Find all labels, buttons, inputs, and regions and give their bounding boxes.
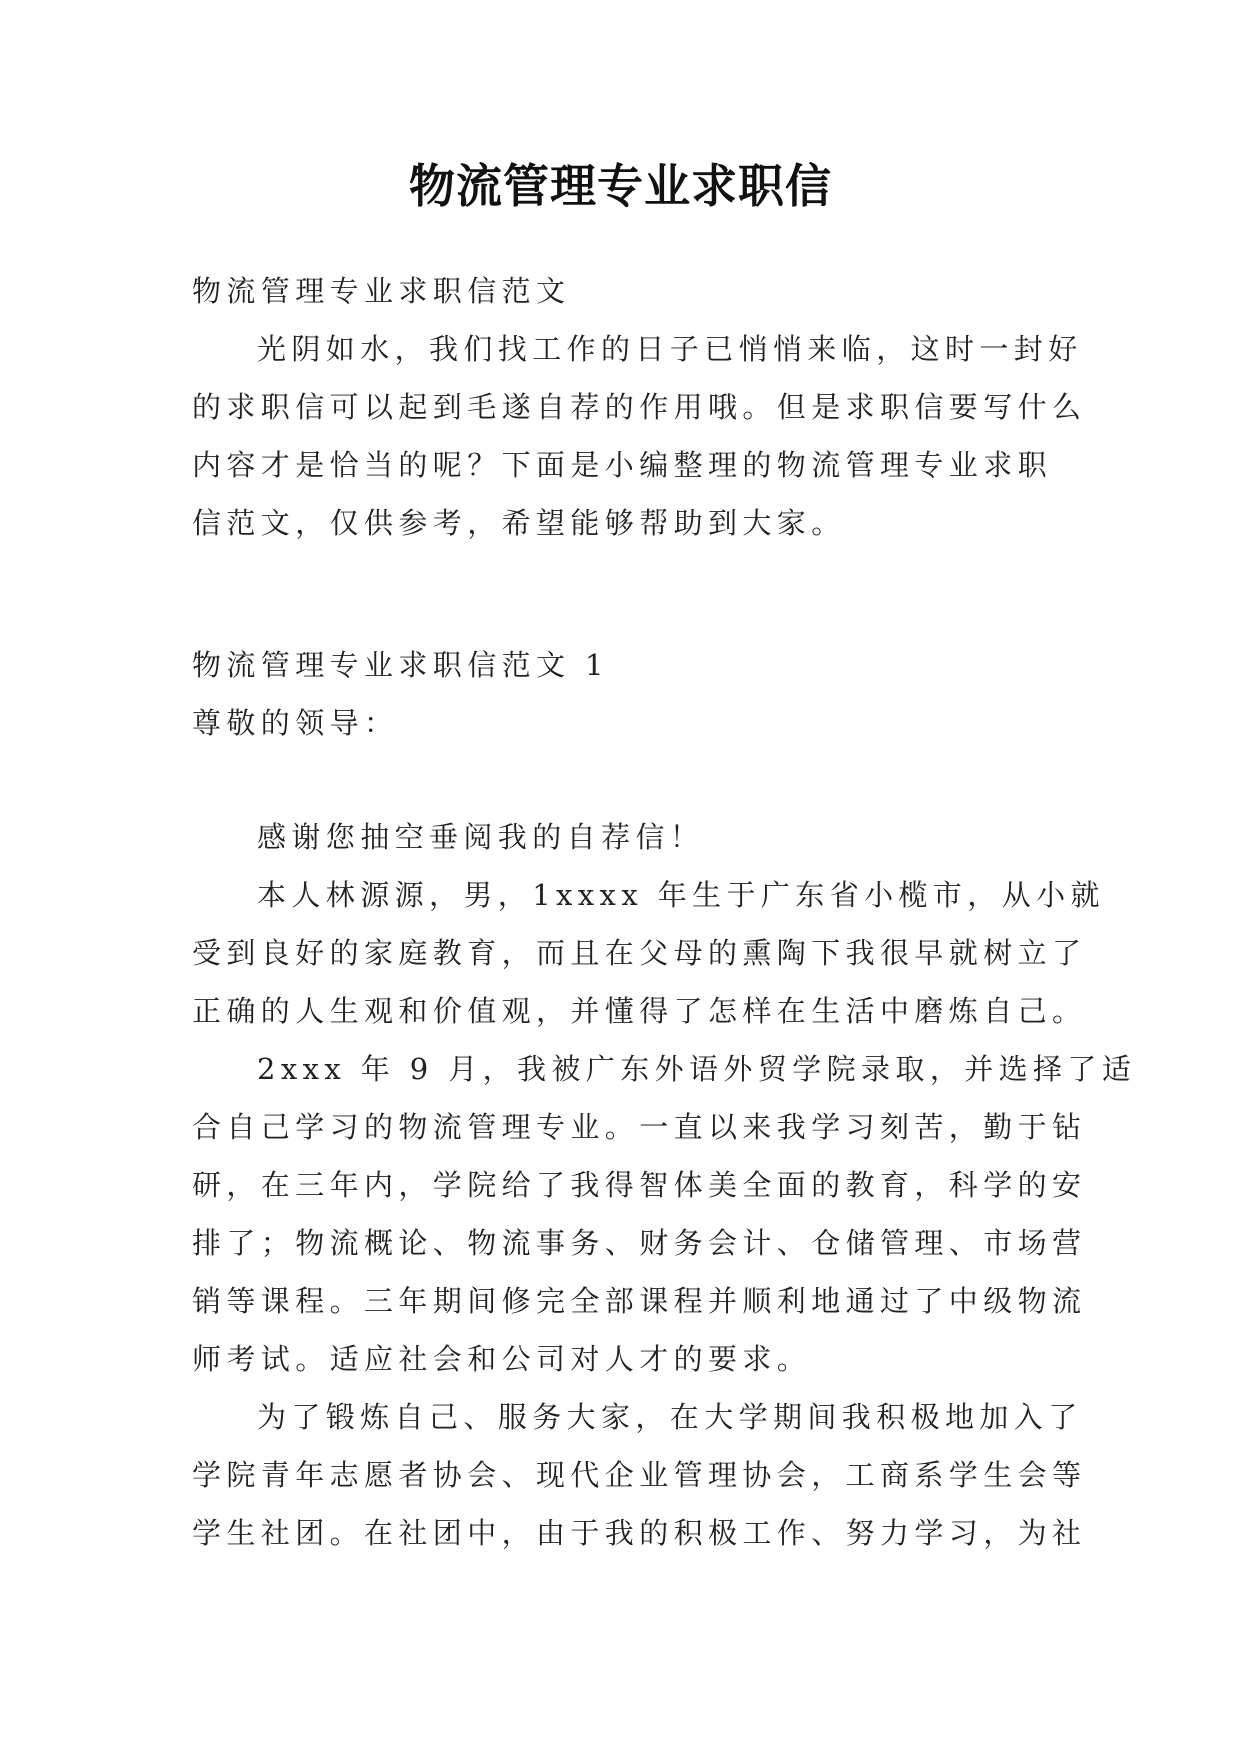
subtitle: 物流管理专业求职信范文 [192,274,571,308]
intro-section [192,262,1087,552]
paragraph-line: 2xxx 年 9 月，我被广东外语外贸学院录取，并选择了适 [257,1052,1137,1086]
paragraph-line: 学院青年志愿者协会、现代企业管理协会，工商系学生会等 [192,1458,1087,1492]
intro-line: 内容才是恰当的呢？下面是小编整理的物流管理专业求职 [192,448,1053,482]
intro-line: 信范文，仅供参考，希望能够帮助到大家。 [192,506,846,540]
intro-line: 的求职信可以起到毛遂自荐的作用哦。但是求职信要写什么 [192,390,1087,424]
letter-body [192,808,1137,1562]
document-title: 物流管理专业求职信 [409,159,832,213]
paragraph-line: 师考试。适应社会和公司对人才的要求。 [192,1342,812,1376]
paragraph-line: 本人林源源，男，1xxxx 年生于广东省小榄市，从小就 [257,878,1105,912]
paragraph-line: 为了锻炼自己、服务大家，在大学期间我积极地加入了 [257,1400,1083,1434]
paragraph-line: 合自己学习的物流管理专业。一直以来我学习刻苦，勤于钻 [192,1110,1087,1144]
paragraph-line: 排了；物流概论、物流事务、财务会计、仓储管理、市场营 [192,1226,1087,1260]
paragraph-line: 销等课程。三年期间修完全部课程并顺利地通过了中级物流 [192,1284,1087,1318]
section-heading: 物流管理专业求职信范文 1 [192,648,609,682]
paragraph-line: 学生社团。在社团中，由于我的积极工作、努力学习，为社 [192,1516,1087,1550]
paragraph-line: 受到良好的家庭教育，而且在父母的熏陶下我很早就树立了 [192,936,1087,970]
paragraph-line: 研，在三年内，学院给了我得智体美全面的教育，科学的安 [192,1168,1087,1202]
salutation: 尊敬的领导： [192,706,399,740]
intro-line: 光阴如水，我们找工作的日子已悄悄来临，这时一封好 [257,332,1083,366]
paragraph-line: 正确的人生观和价值观，并懂得了怎样在生活中磨炼自己。 [192,994,1087,1028]
letter-header [192,636,1072,752]
thanks-line: 感谢您抽空垂阅我的自荐信！ [257,820,705,854]
